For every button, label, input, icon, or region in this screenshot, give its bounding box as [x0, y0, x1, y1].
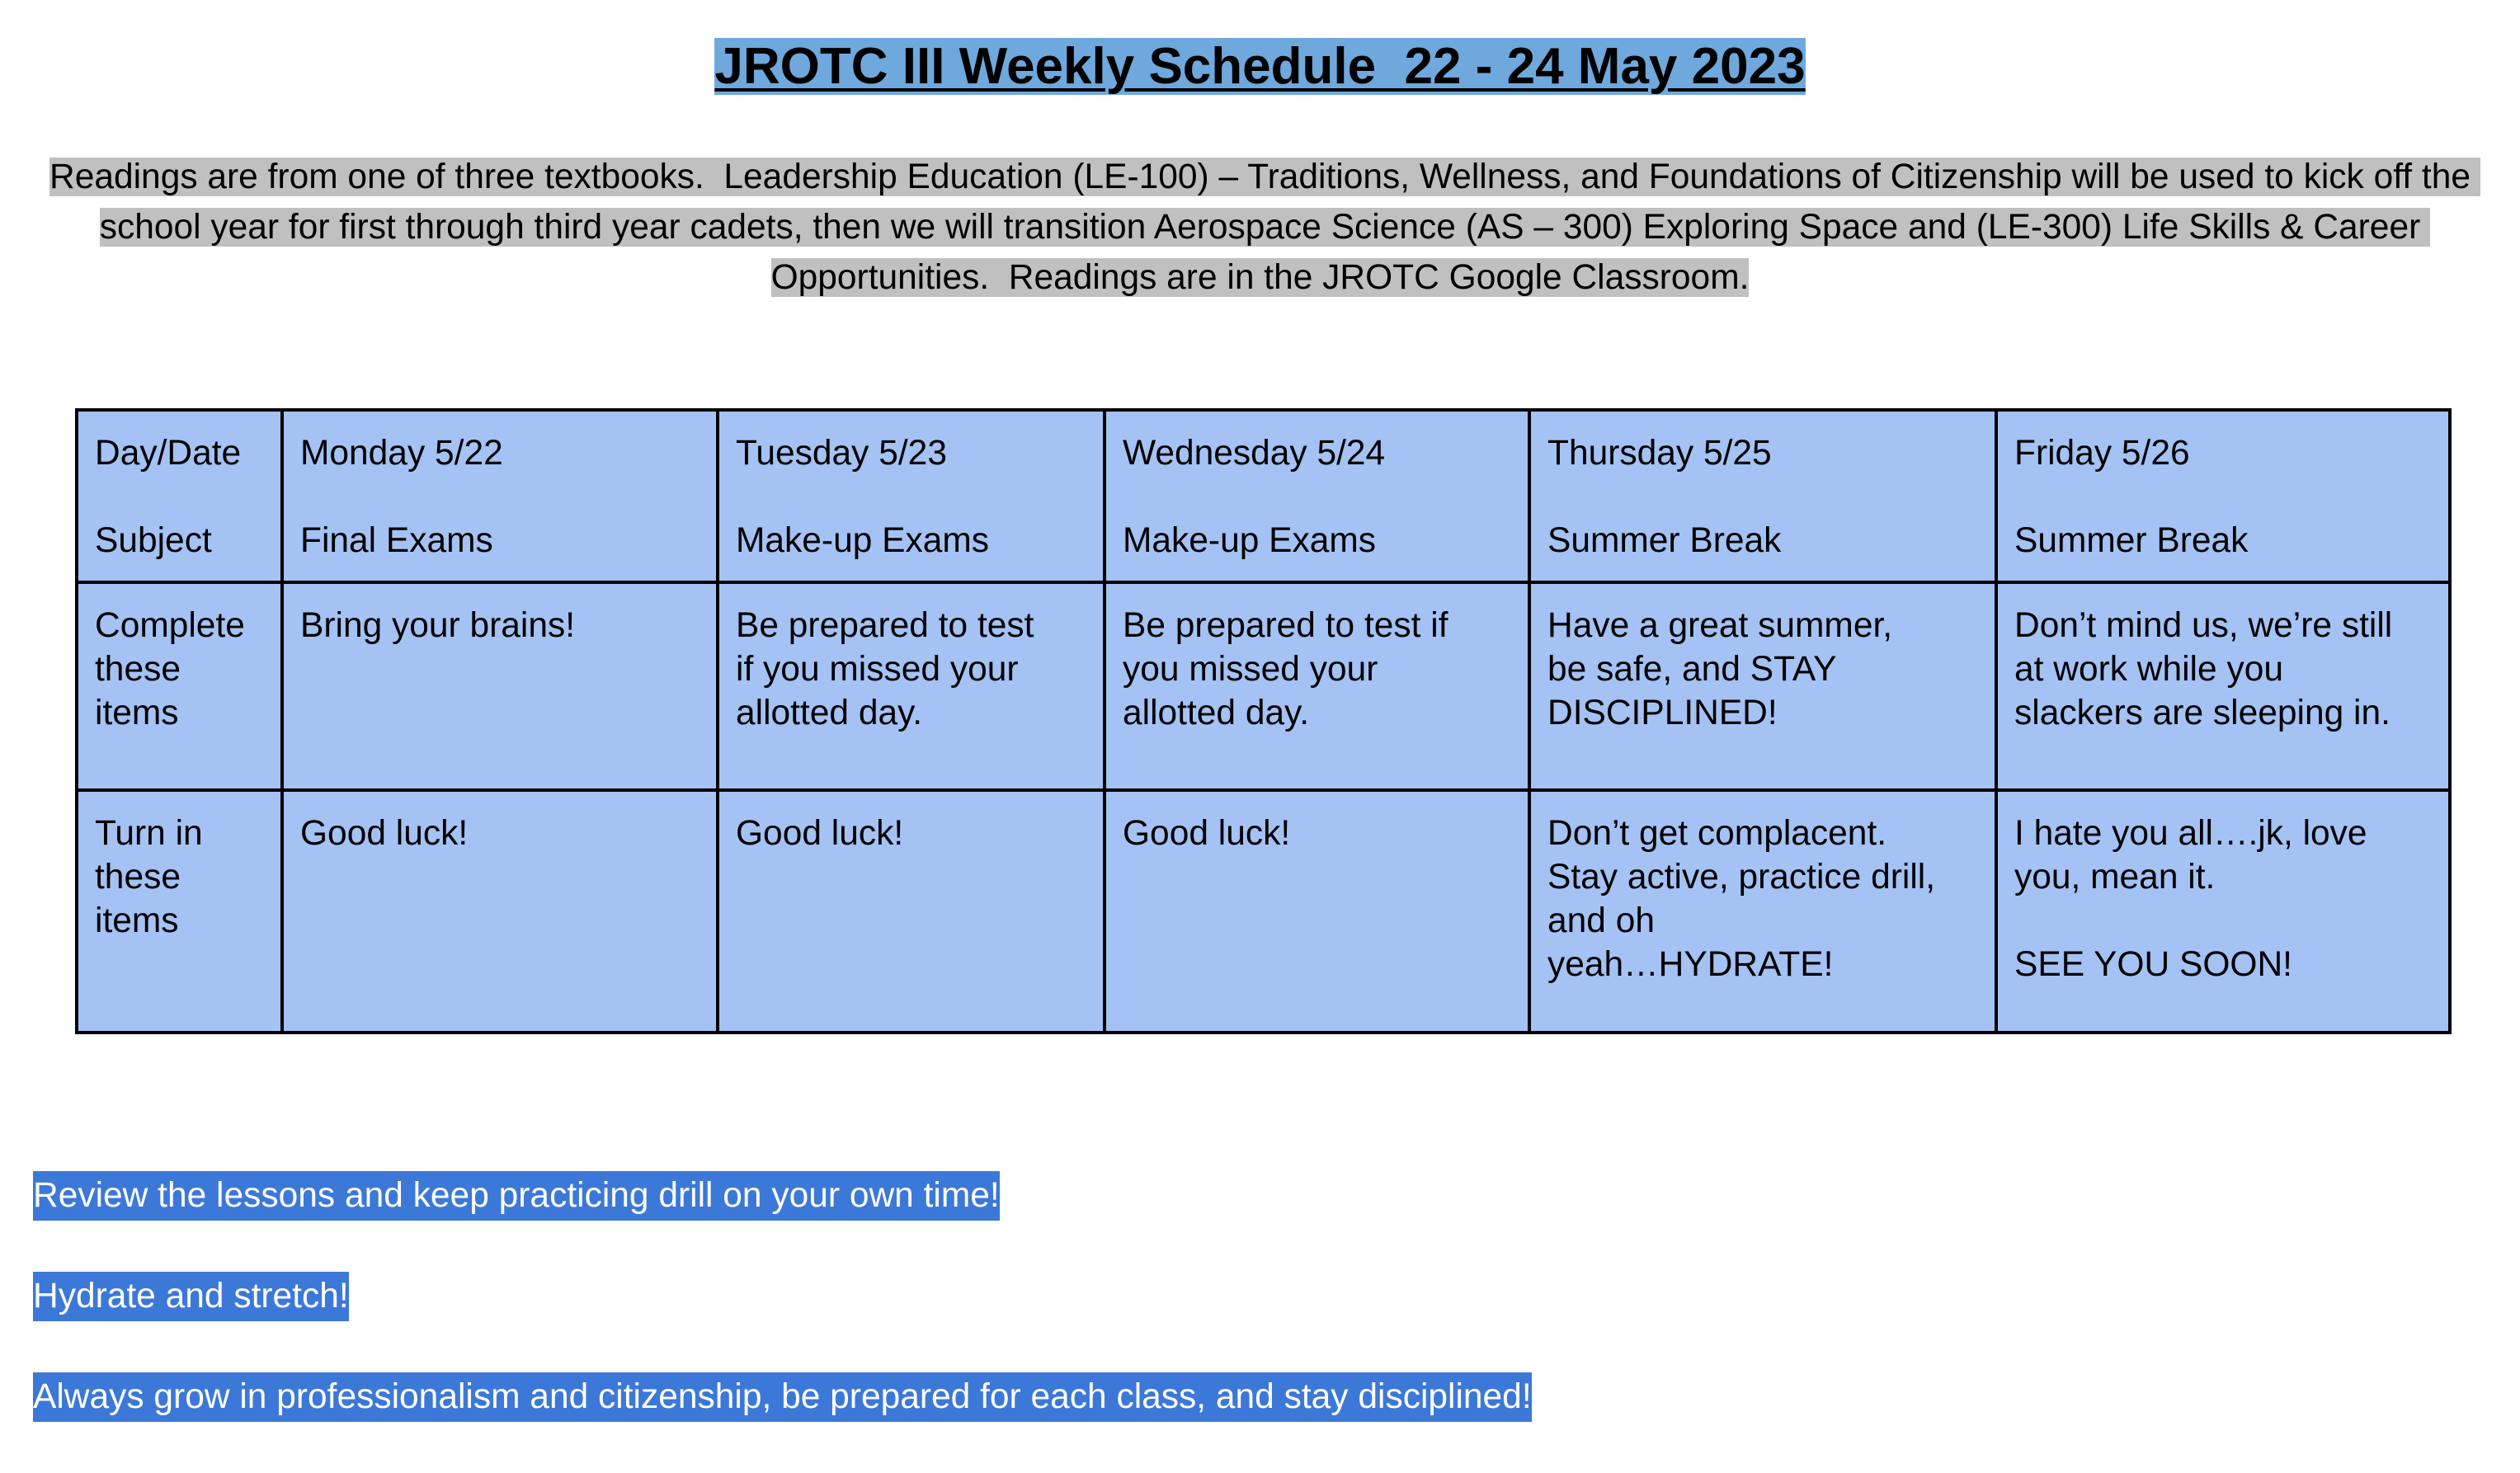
day-subject: Summer Break [1547, 521, 1782, 560]
day-date-label: Day/Date [95, 434, 242, 473]
complete-cell-monday: Bring your brains! [282, 582, 718, 790]
complete-cell-thursday: Have a great summer, be safe, and STAY DISCIPLINED! [1529, 582, 1996, 790]
day-subject: Summer Break [2014, 521, 2249, 560]
turn-in-label: Turn in these items [77, 790, 282, 1033]
turn-in-cell-wednesday: Good luck! [1105, 790, 1529, 1033]
turn-in-cell-friday [1996, 790, 2450, 1033]
day-cell-thursday [1529, 410, 1996, 582]
intro-paragraph: Readings are from one of three textbooks. Leadership Education (LE-100) – Traditions, Wellness, and Foundations of Citizenship will be used to kick off the school year for first through third year cadets, then we will transition Aerospace Science (AS – 300) Exploring Space and (LE-300) Life Skills & Career Opportunities. Readings are in the JROTC Google Classroom. [49, 158, 2480, 297]
day-subject: Make-up Exams [736, 521, 990, 560]
table-row-turn-in [77, 790, 2450, 1033]
turn-in-cell-monday: Good luck! [282, 790, 718, 1033]
turn-in-text: I hate you all….jk, love you, mean it. [2014, 814, 2367, 897]
complete-cell-wednesday: Be prepared to test if you missed your allotted day. [1105, 582, 1529, 790]
day-date: Tuesday 5/23 [736, 434, 947, 473]
turn-in-cell-tuesday: Good luck! [718, 790, 1105, 1033]
note-item: Review the lessons and keep practicing drill on your own time! [33, 1171, 1000, 1221]
day-cell-friday [1996, 410, 2450, 582]
table-row-day-subject [77, 410, 2450, 582]
day-date: Friday 5/26 [2014, 434, 2190, 473]
day-date: Wednesday 5/24 [1123, 434, 1386, 473]
complete-cell-tuesday: Be prepared to test if you missed your allotted day. [718, 582, 1105, 790]
day-subject: Final Exams [300, 521, 493, 560]
day-date: Monday 5/22 [300, 434, 503, 473]
day-cell-monday [282, 410, 718, 582]
page-title: JROTC III Weekly Schedule 22 - 24 May 2023 [714, 38, 1806, 95]
day-date: Thursday 5/25 [1547, 434, 1772, 473]
notes-list [33, 1171, 1532, 1473]
day-cell-tuesday [718, 410, 1105, 582]
subject-label: Subject [95, 521, 212, 560]
note-item: Hydrate and stretch! [33, 1272, 349, 1321]
note-item: Always grow in professionalism and citizenship, be prepared for each class, and stay disciplined! [33, 1372, 1532, 1422]
day-subject: Make-up Exams [1123, 521, 1377, 560]
turn-in-extra-text: SEE YOU SOON! [2014, 945, 2292, 984]
schedule-table [75, 408, 2452, 1034]
intro-container [33, 152, 2487, 303]
day-cell-wednesday [1105, 410, 1529, 582]
table-row-complete [77, 582, 2450, 790]
turn-in-cell-thursday: Don’t get complacent. Stay active, practice drill, and oh yeah…HYDRATE! [1529, 790, 1996, 1033]
complete-cell-friday: Don’t mind us, we’re still at work while you slackers are sleeping in. [1996, 582, 2450, 790]
title-container [0, 30, 2520, 104]
complete-label: Complete these items [77, 582, 282, 790]
label-cell-day-subject [77, 410, 282, 582]
